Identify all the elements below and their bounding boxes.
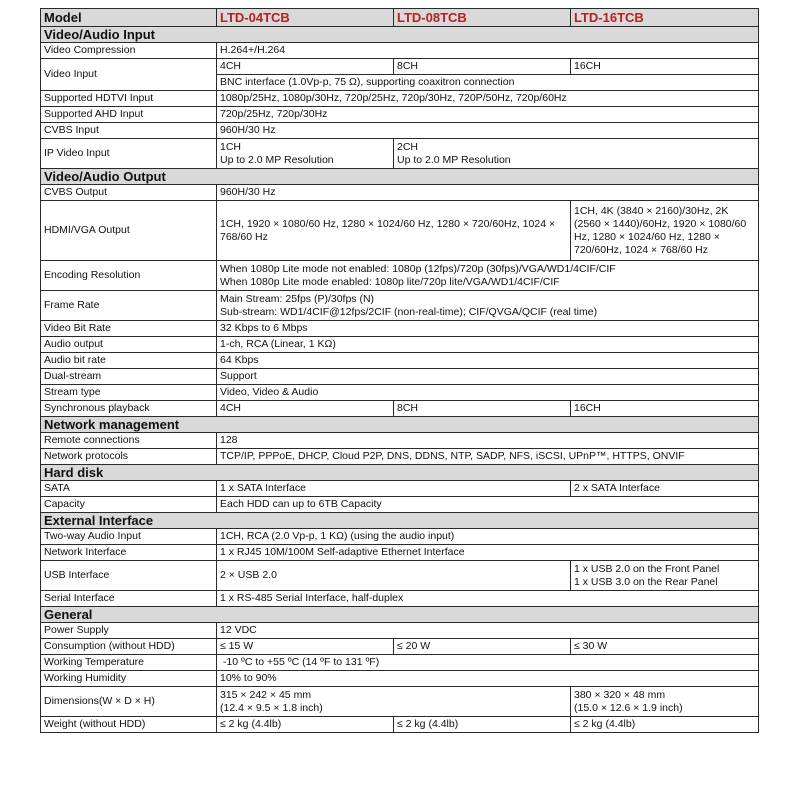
row-value: ≤ 2 kg (4.4lb) [571,717,759,733]
encoding-line-2: When 1080p Lite mode enabled: 1080p lite/720p lite/VGA/WD1/4CIF/CIF [220,275,560,288]
row-value: Each HDD can up to 6TB Capacity [217,497,759,513]
table-row [41,639,759,655]
table-row [41,43,759,59]
row-label: SATA [41,481,217,497]
table-row [41,449,759,465]
section-hard-disk: Hard disk [41,465,759,481]
frame-rate-line-1: Main Stream: 25fps (P)/30fps (N) [220,292,375,305]
row-value: 16CH [571,59,759,75]
row-value [394,139,759,169]
table-row [41,261,759,291]
row-label: Stream type [41,385,217,401]
model-ltd-08tcb: LTD-08TCB [394,9,571,27]
section-general: General [41,607,759,623]
row-value: ≤ 30 W [571,639,759,655]
table-row [41,107,759,123]
table-row [41,337,759,353]
row-value: 720p/25Hz, 720p/30Hz [217,107,759,123]
ip-res-a: Up to 2.0 MP Resolution [220,153,334,166]
dimensions-a-mm: 315 × 242 × 45 mm [220,688,312,701]
table-row [41,353,759,369]
table-row [41,717,759,733]
table-row [41,123,759,139]
row-label: Dual-stream [41,369,217,385]
row-value: -10 ºC to +55 ºC (14 ºF to 131 ºF) [217,655,759,671]
row-label: Serial Interface [41,591,217,607]
row-value: 1080p/25Hz, 1080p/30Hz, 720p/25Hz, 720p/30Hz, 720P/50Hz, 720p/60Hz [217,91,759,107]
table-row [41,433,759,449]
row-value: BNC interface (1.0Vp-p, 75 Ω), supporting coaxitron connection [217,75,759,91]
row-label: Audio bit rate [41,353,217,369]
spec-table [40,8,759,733]
table-row [41,291,759,321]
table-row [41,401,759,417]
row-value: 128 [217,433,759,449]
row-value: Video, Video & Audio [217,385,759,401]
row-label: Capacity [41,497,217,513]
row-value: 8CH [394,59,571,75]
table-row [41,91,759,107]
row-label: Two-way Audio Input [41,529,217,545]
row-label: Encoding Resolution [41,261,217,291]
model-label [41,9,217,27]
row-value [217,687,571,717]
frame-rate-line-2: Sub-stream: WD1/4CIF@12fps/2CIF (non-real-time); CIF/QVGA/QCIF (real time) [220,305,598,318]
row-value: 1-ch, RCA (Linear, 1 KΩ) [217,337,759,353]
table-row [41,561,759,591]
ip-res-b: Up to 2.0 MP Resolution [397,153,511,166]
row-label: Video Input [41,59,217,91]
section-video-audio-input: Video/Audio Input [41,27,759,43]
table-row [41,139,759,169]
row-label: IP Video Input [41,139,217,169]
table-row [41,655,759,671]
ip-ch-b: 2CH [397,140,419,153]
row-label: Audio output [41,337,217,353]
row-value: 32 Kbps to 6 Mbps [217,321,759,337]
table-row [41,201,759,261]
dimensions-a-inch: (12.4 × 9.5 × 1.8 inch) [220,701,323,714]
table-row [41,369,759,385]
header-row [41,9,759,27]
table-row [41,529,759,545]
row-value: 10% to 90% [217,671,759,687]
table-row [41,591,759,607]
table-row [41,59,759,75]
row-value: ≤ 2 kg (4.4lb) [217,717,394,733]
row-label: Synchronous playback [41,401,217,417]
table-row [41,687,759,717]
row-value: 16CH [571,401,759,417]
row-value: 2 x SATA Interface [571,481,759,497]
row-label: Supported AHD Input [41,107,217,123]
row-value [217,139,394,169]
row-value: 1 x SATA Interface [217,481,571,497]
row-value: 2 × USB 2.0 [217,561,571,591]
row-value: 1 x RJ45 10M/100M Self-adaptive Ethernet Interface [217,545,759,561]
model-label-text: Model [44,10,82,25]
row-value [217,261,759,291]
table-row [41,385,759,401]
row-value: 4CH [217,59,394,75]
row-label: Frame Rate [41,291,217,321]
row-label: Supported HDTVI Input [41,91,217,107]
row-label: HDMI/VGA Output [41,201,217,261]
table-row [41,481,759,497]
ip-ch-a: 1CH [220,140,242,153]
row-label: Video Compression [41,43,217,59]
row-value: 1 x RS-485 Serial Interface, half-duplex [217,591,759,607]
table-row [41,623,759,639]
row-value: 64 Kbps [217,353,759,369]
section-video-audio-output: Video/Audio Output [41,169,759,185]
dimensions-b-inch: (15.0 × 12.6 × 1.9 inch) [574,701,683,714]
row-value: Support [217,369,759,385]
row-value: H.264+/H.264 [217,43,759,59]
row-value [571,687,759,717]
row-label: Dimensions(W × D × H) [41,687,217,717]
section-external-interface: External Interface [41,513,759,529]
row-value [571,561,759,591]
table-row [41,321,759,337]
model-ltd-16tcb: LTD-16TCB [571,9,759,27]
row-label: Network Interface [41,545,217,561]
encoding-line-1: When 1080p Lite mode not enabled: 1080p (12fps)/720p (30fps)/VGA/WD1/4CIF/CIF [220,262,616,275]
row-value: 1CH, 4K (3840 × 2160)/30Hz, 2K (2560 × 1440)/60Hz, 1920 × 1080/60 Hz, 1280 × 1024/60 Hz, 1280 × 720/60Hz, 1024 × 768/60 Hz [571,201,759,261]
row-label: Working Humidity [41,671,217,687]
row-label: CVBS Input [41,123,217,139]
row-value: TCP/IP, PPPoE, DHCP, Cloud P2P, DNS, DDNS, NTP, SADP, NFS, iSCSI, UPnP™, HTTPS, ONVIF [217,449,759,465]
row-value: ≤ 2 kg (4.4lb) [394,717,571,733]
row-value: 960H/30 Hz [217,123,759,139]
row-label: Network protocols [41,449,217,465]
row-value: 12 VDC [217,623,759,639]
usb-front-panel: 1 x USB 2.0 on the Front Panel [574,562,720,575]
row-label: Weight (without HDD) [41,717,217,733]
row-value: 960H/30 Hz [217,185,759,201]
row-value: 8CH [394,401,571,417]
row-value: 1CH, RCA (2.0 Vp-p, 1 KΩ) (using the audio input) [217,529,759,545]
table-row [41,497,759,513]
table-row [41,671,759,687]
row-label: Working Temperature [41,655,217,671]
row-label: CVBS Output [41,185,217,201]
row-label: USB Interface [41,561,217,591]
row-value: 4CH [217,401,394,417]
dimensions-b-mm: 380 × 320 × 48 mm [574,688,666,701]
row-value: ≤ 15 W [217,639,394,655]
usb-rear-panel: 1 x USB 3.0 on the Rear Panel [574,575,718,588]
row-label: Remote connections [41,433,217,449]
row-value: ≤ 20 W [394,639,571,655]
table-row [41,545,759,561]
table-row [41,185,759,201]
section-network-management: Network management [41,417,759,433]
model-ltd-04tcb: LTD-04TCB [217,9,394,27]
row-label: Power Supply [41,623,217,639]
row-value: 1CH, 1920 × 1080/60 Hz, 1280 × 1024/60 Hz, 1280 × 720/60Hz, 1024 × 768/60 Hz [217,201,571,261]
row-label: Video Bit Rate [41,321,217,337]
row-label: Consumption (without HDD) [41,639,217,655]
row-value [217,291,759,321]
